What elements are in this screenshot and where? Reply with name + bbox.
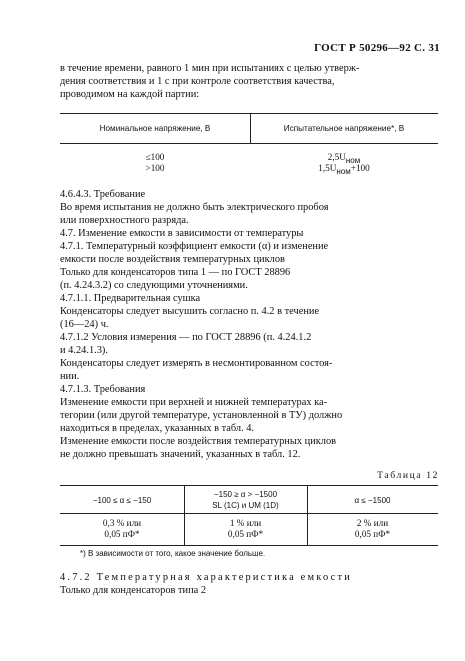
intro-line-3: проводимом на каждой партии: bbox=[60, 89, 200, 100]
table1-row1-test: $2,5U_{ном}$ bbox=[327, 152, 361, 165]
section-4711-line-2: (16—24) ч. bbox=[60, 319, 109, 330]
table1-top-rule bbox=[60, 113, 438, 114]
table12-header-rule bbox=[60, 513, 438, 514]
table1-header-nominal: Номинальное напряжение, В bbox=[99, 124, 211, 133]
table1-row2-nominal: >100 bbox=[145, 163, 165, 173]
section-471-line-4: (п. 4.24.3.2) со следующими уточнениями. bbox=[60, 280, 248, 291]
table12-cell-3: 2 % или 0,05 пФ* bbox=[354, 518, 391, 539]
section-4643-line-2: или поверхностного разряда. bbox=[60, 215, 189, 226]
section-471-line-2: емкости после воздействия температурных циклов bbox=[60, 254, 285, 265]
table1-row2-test: $1,5U_{ном}+100$ bbox=[318, 163, 370, 176]
section-471-line-1: 4.7.1. Температурный коэффициент емкости (α) и изменение bbox=[60, 241, 329, 252]
table12-cell-1: 0,3 % или 0,05 пФ* bbox=[102, 518, 142, 539]
section-4643-title: 4.6.4.3. Требование bbox=[60, 189, 146, 200]
section-4712-line-3: Конденсаторы следует измерять в несмонтированном состоя- bbox=[60, 358, 333, 369]
table12-caption: Таблица 12 bbox=[377, 470, 439, 481]
section-4643-line-1: Во время испытания не должно быть электрического пробоя bbox=[60, 202, 329, 213]
section-4713-title: 4.7.1.3. Требования bbox=[60, 384, 146, 395]
section-4713-line-2: тегории (или другой температуре, установленной в ТУ) должно bbox=[60, 410, 343, 421]
section-4712-line-2: и 4.24.1.3). bbox=[60, 345, 108, 356]
table12-header-col2: −150 ≥ α > −1500 SL (1C) и UM (1D) bbox=[212, 490, 279, 510]
table12-top-rule bbox=[60, 485, 438, 486]
section-472-line-1: Только для конденсаторов типа 2 bbox=[60, 585, 207, 596]
section-4712-line-1: 4.7.1.2 Условия измерения — по ГОСТ 28896 (п. 4.24.1.2 bbox=[60, 332, 312, 343]
table12-header-col1: −100 ≤ α ≤ −150 bbox=[92, 496, 152, 505]
section-4712-line-4: нии. bbox=[60, 371, 80, 382]
table1-header-test: Испытательное напряжение*, В bbox=[283, 124, 405, 133]
section-4713-line-5: не должно превышать значений, указанных в табл. 12. bbox=[60, 449, 301, 460]
section-4713-line-3: находиться в пределах, указанных в табл. 4. bbox=[60, 423, 255, 434]
section-4711-line-1: Конденсаторы следует высушить согласно п. 4.2 в течение bbox=[60, 306, 320, 317]
table12-bottom-rule bbox=[60, 545, 438, 546]
table12-footnote: *) В зависимости от того, какое значение больше. bbox=[80, 549, 266, 558]
table1-header-rule bbox=[60, 143, 438, 144]
section-4711-title: 4.7.1.1. Предварительная сушка bbox=[60, 293, 201, 304]
page-header: ГОСТ Р 50296—92 С. 31 bbox=[314, 42, 440, 54]
table1-row1-nominal: ≤100 bbox=[145, 152, 165, 162]
table12-header-col3: α ≤ −1500 bbox=[354, 496, 391, 505]
intro-line-1: в течение времени, равного 1 мин при испытаниях с целью утверж- bbox=[60, 63, 360, 74]
intro-line-2: дения соответствия и 1 с при контроле соответствия качества, bbox=[60, 76, 335, 87]
section-4713-line-1: Изменение емкости при верхней и нижней температурах ка- bbox=[60, 397, 328, 408]
section-4713-line-4: Изменение емкости после воздействия температурных циклов bbox=[60, 436, 337, 447]
section-471-line-3: Только для конденсаторов типа 1 — по ГОСТ 28896 bbox=[60, 267, 291, 278]
section-47-title: 4.7. Изменение емкости в зависимости от температуры bbox=[60, 228, 304, 239]
table12-cell-2: 1 % или 0,05 пФ* bbox=[227, 518, 264, 539]
section-472-title: 4.7.2 Температурная характеристика емкости bbox=[60, 572, 352, 583]
